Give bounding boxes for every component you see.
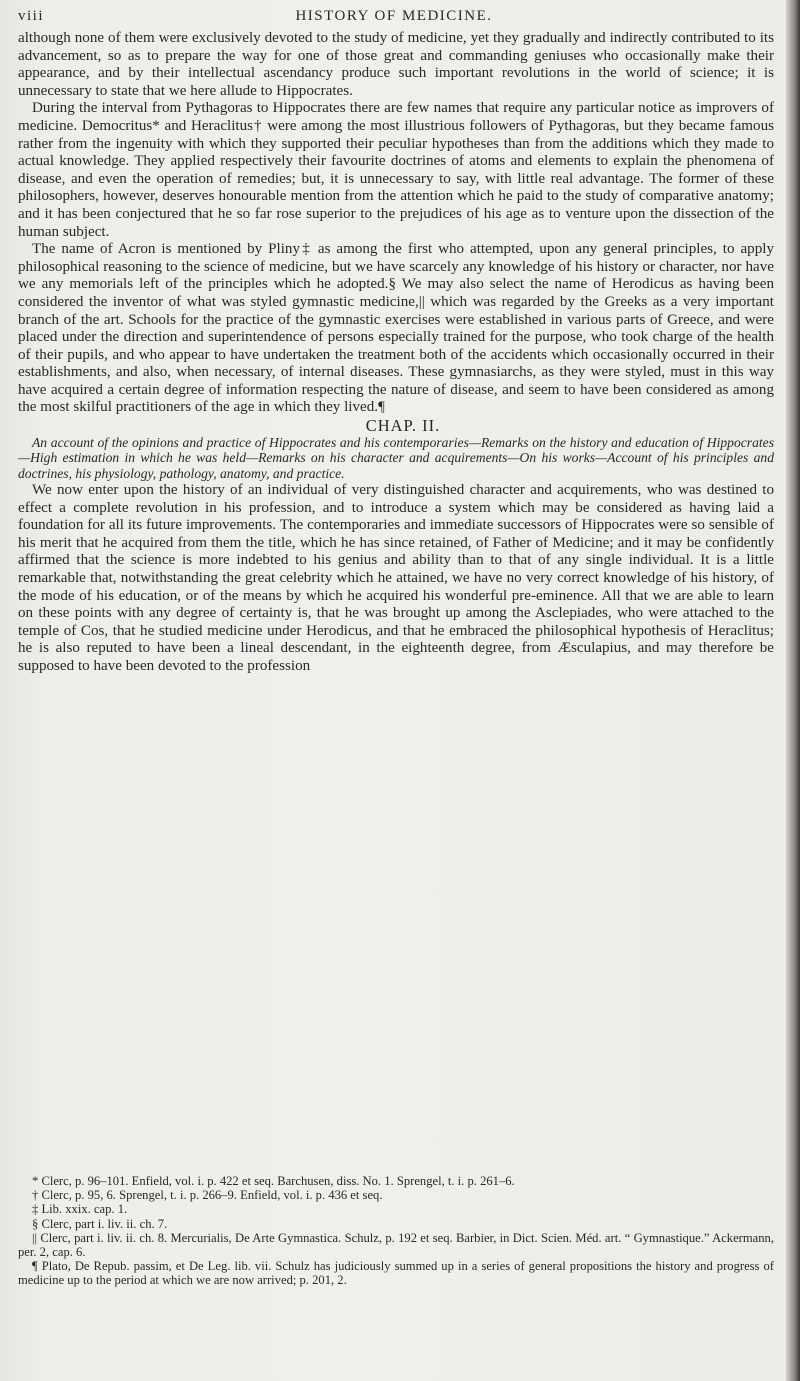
- chapter-summary: An account of the opinions and practice of Hippocrates and his contemporaries—Remarks on the history and education of Hippocrates—High estimation in which he was held—Remarks on his character and acquirements—On his works—Account of his principles and doctrines, his physiology, pathology, anatomy, and practice.: [18, 434, 774, 482]
- paragraph-hippocrates: We now enter upon the history of an individual of very distinguished character and acquirements, who was destined to effect a complete revolution in his profession, and to introduce a system which may be considered as having laid a foundation for all its future improvements. The contemporaries and immediate successors of Hippocrates were so sensible of his merit that he acquired from them the title, which he has since retained, of Father of Medicine; and it may be confidently affirmed that the science is more indebted to his genius and ability than to that of any single individual. It is a little remarkable that, notwithstanding the great celebrity which he attained, we have no very correct knowledge of his history, of the mode of his education, or of the means by which he acquired his wonderful pre-eminence. All that we are able to learn on these points with any degree of certainty is, that he was brought up among the Asclepiades, who were attached to the temple of Cos, that he studied medicine under Herodicus, and that he embraced the philosophical hypothesis of Heraclitus; he is also reputed to have been a lineal descendant, in the eighteenth degree, from Æsculapius, and may therefore be supposed to have been devoted to the profession: [18, 482, 774, 674]
- footnotes: [18, 1174, 774, 1288]
- page-header: [18, 4, 770, 30]
- paragraph-acron: The name of Acron is mentioned by Pliny‡ as among the first who attempted, upon any general principles, to apply philosophical reasoning to the science of medicine, but we have scarcely any knowledge of his history or character, nor have we any memorials left of the principles which he adopted.§ We may also select the name of Herodicus as having been considered the inventor of what was styled gymnastic medicine,|| which was regarded by the Greeks as a very important branch of the art. Schools for the practice of the gymnastic exercises were established in various parts of Greece, and were placed under the direction and superintendence of persons especially trained for the purpose, who took charge of the health of their pupils, and who appear to have undertaken the treatment both of the accidents which occasionally occurred in their establishments, and also, when necessary, of internal diseases. These gymnasiarchs, as they were styled, must in this way have acquired a certain degree of information respecting the nature of disease, and seem to have been considered as among the most skilful practitioners of the age in which they lived.¶: [18, 241, 774, 416]
- footnote: ¶ Plato, De Repub. passim, et De Leg. lib. vii. Schulz has judiciously summed up in a series of general propositions the history and progress of medicine up to the period at which we are now arrived; p. 201, 2.: [18, 1259, 774, 1288]
- paragraph-democritus: During the interval from Pythagoras to Hippocrates there are few names that require any particular notice as improvers of medicine. Democritus* and Heraclitus† were among the most illustrious followers of Pythagoras, but they became famous rather from the ingenuity with which they supported their peculiar hypotheses than from the additions which they made to actual knowledge. They applied respectively their favourite doctrines of atoms and elements to explain the phenomena of disease, and even the operation of remedies; but, it is unnecessary to say, with little real advantage. The former of these philosophers, however, deserves honourable mention from the attention which he paid to the study of comparative anatomy; and it has been conjectured that he so far rose superior to the prejudices of his age as to venture upon the dissection of the human subject.: [18, 100, 774, 240]
- footnote: § Clerc, part i. liv. ii. ch. 7.: [32, 1216, 168, 1231]
- footnote: * Clerc, p. 96–101. Enfield, vol. i. p. 422 et seq. Barchusen, diss. No. 1. Sprengel, t. i. p. 261–6.: [32, 1174, 515, 1188]
- footnote: || Clerc, part i. liv. ii. ch. 8. Mercurialis, De Arte Gymnastica. Schulz, p. 192 et seq. Barbier, in Dict. Scien. Méd. art. “ Gymnastique.” Ackermann, per. 2, cap. 6.: [18, 1230, 774, 1260]
- paragraph-continued: although none of them were exclusively devoted to the study of medicine, yet they gradually and indirectly contributed to its advancement, so as to prepare the way for one of those great and commanding geniuses who occasionally make their appearance, and by their intellectual ascendancy produce such important revolutions in the world of science; it is unnecessary to state that we here allude to Hippocrates.: [18, 30, 774, 99]
- page-number: viii: [18, 8, 45, 24]
- running-title: HISTORY OF MEDICINE.: [295, 8, 493, 24]
- chapter-heading: CHAP. II.: [365, 416, 441, 436]
- footnote: † Clerc, p. 95, 6. Sprengel, t. i. p. 266–9. Enfield, vol. i. p. 436 et seq.: [32, 1188, 383, 1203]
- page-spine-shadow: [786, 0, 800, 1381]
- footnote: ‡ Lib. xxix. cap. 1.: [32, 1202, 128, 1217]
- body-text: [18, 30, 774, 676]
